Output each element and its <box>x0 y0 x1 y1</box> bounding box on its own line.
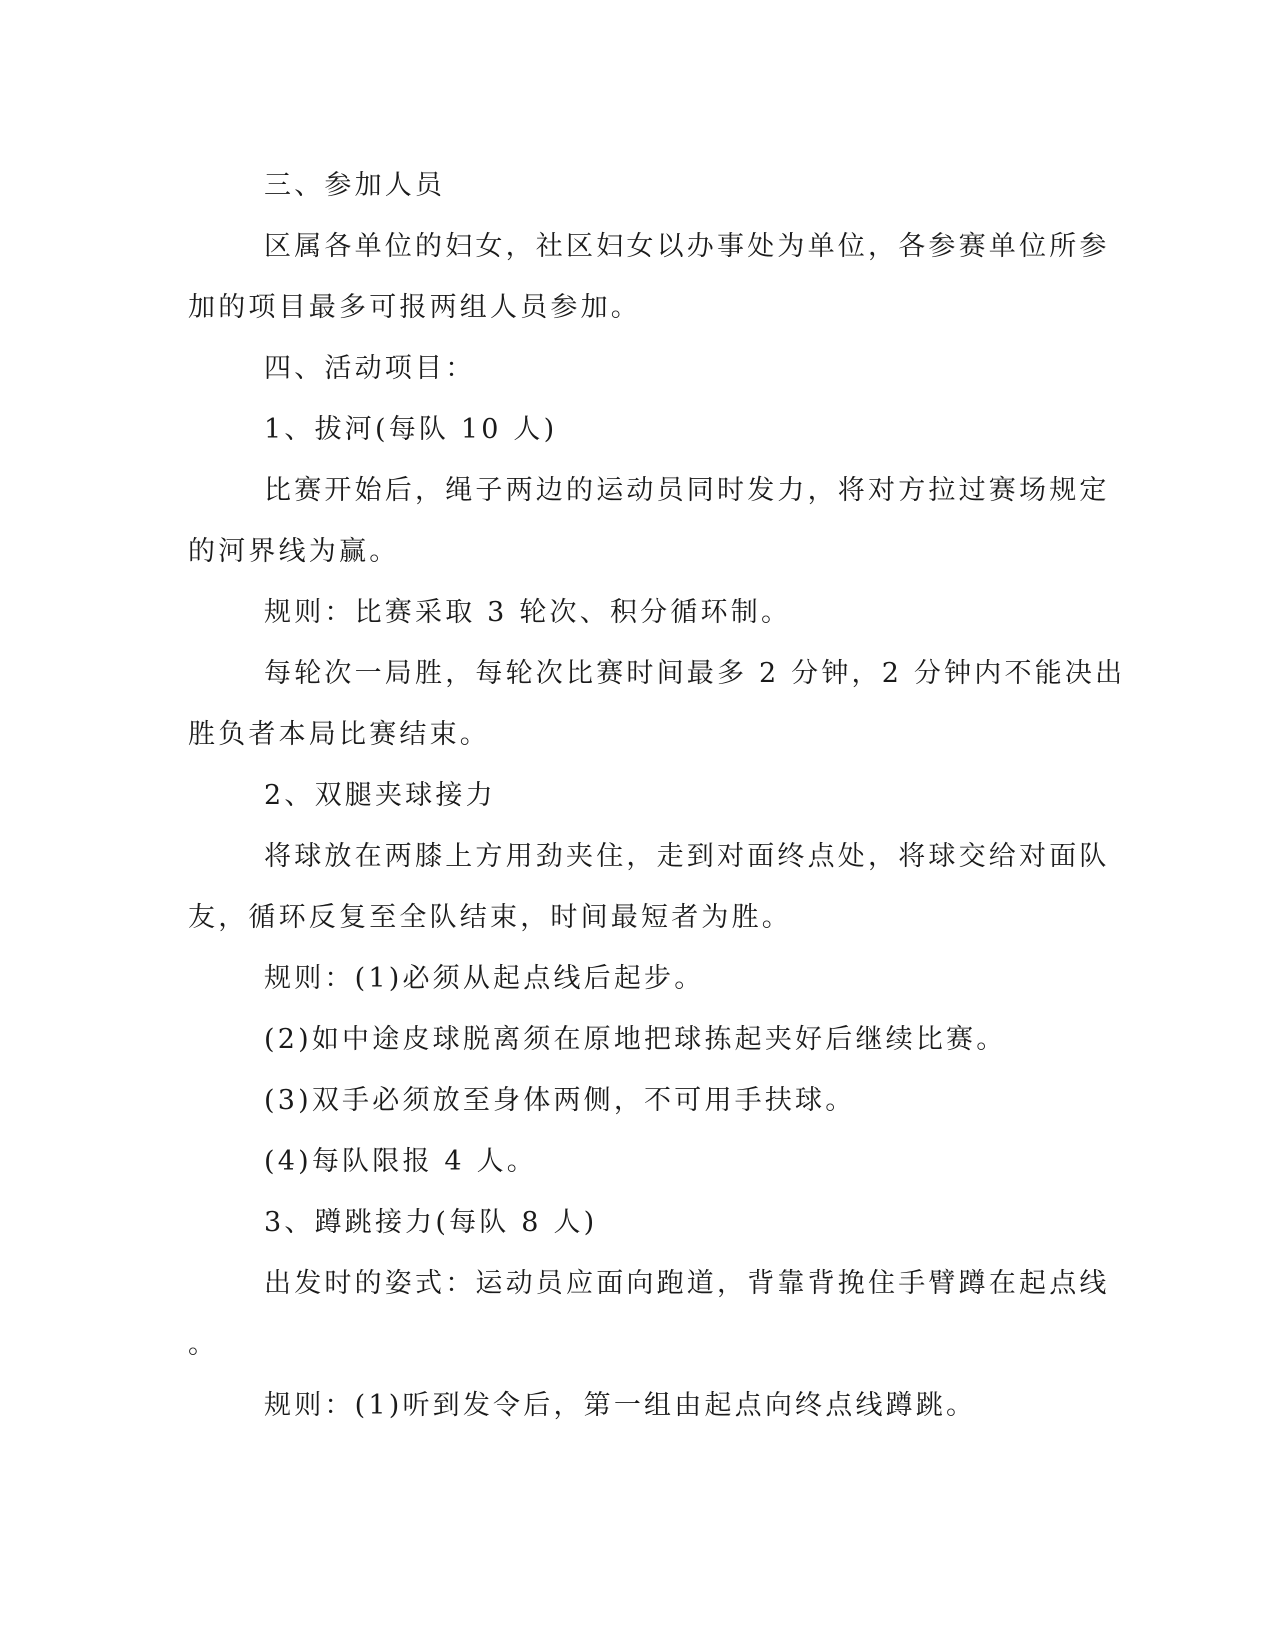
paragraph-line: 出发时的姿式：运动员应面向跑道，背靠背挽住手臂蹲在起点线 <box>264 1268 1110 1299</box>
paragraph-line: 将球放在两膝上方用劲夹住，走到对面终点处，将球交给对面队 <box>264 841 1110 872</box>
paragraph-line: 比赛开始后，绳子两边的运动员同时发力，将对方拉过赛场规定 <box>264 475 1110 506</box>
section-heading-activities: 四、活动项目： <box>264 353 476 384</box>
item-heading-squat-jump-relay: 3、蹲跳接力(每队 8 人) <box>264 1207 598 1238</box>
paragraph-line: 每轮次一局胜，每轮次比赛时间最多 2 分钟，2 分钟内不能决出 <box>264 658 1126 689</box>
rule-line: 规则：(1)听到发令后，第一组由起点向终点线蹲跳。 <box>264 1390 977 1421</box>
item-heading-ball-relay: 2、双腿夹球接力 <box>264 780 496 811</box>
rule-line: (4)每队限报 4 人。 <box>264 1146 537 1177</box>
item-heading-tug-of-war: 1、拔河(每队 10 人) <box>264 414 558 445</box>
paragraph-line: 胜负者本局比赛结束。 <box>188 719 490 750</box>
paragraph-line: 的河界线为赢。 <box>188 536 400 567</box>
rule-line: 规则：比赛采取 3 轮次、积分循环制。 <box>264 597 792 628</box>
paragraph-line: 友，循环反复至全队结束，时间最短者为胜。 <box>188 902 792 933</box>
document-body <box>188 155 1126 1436</box>
rule-line: 规则：(1)必须从起点线后起步。 <box>264 963 705 994</box>
rule-line: (2)如中途皮球脱离须在原地把球拣起夹好后继续比赛。 <box>264 1024 1007 1055</box>
paragraph-line: 区属各单位的妇女，社区妇女以办事处为单位，各参赛单位所参 <box>264 231 1110 262</box>
section-heading-participants: 三、参加人员 <box>264 170 446 201</box>
paragraph-line: 加的项目最多可报两组人员参加。 <box>188 292 641 323</box>
rule-line: (3)双手必须放至身体两侧，不可用手扶球。 <box>264 1085 856 1116</box>
paragraph-line: 。 <box>188 1329 219 1360</box>
